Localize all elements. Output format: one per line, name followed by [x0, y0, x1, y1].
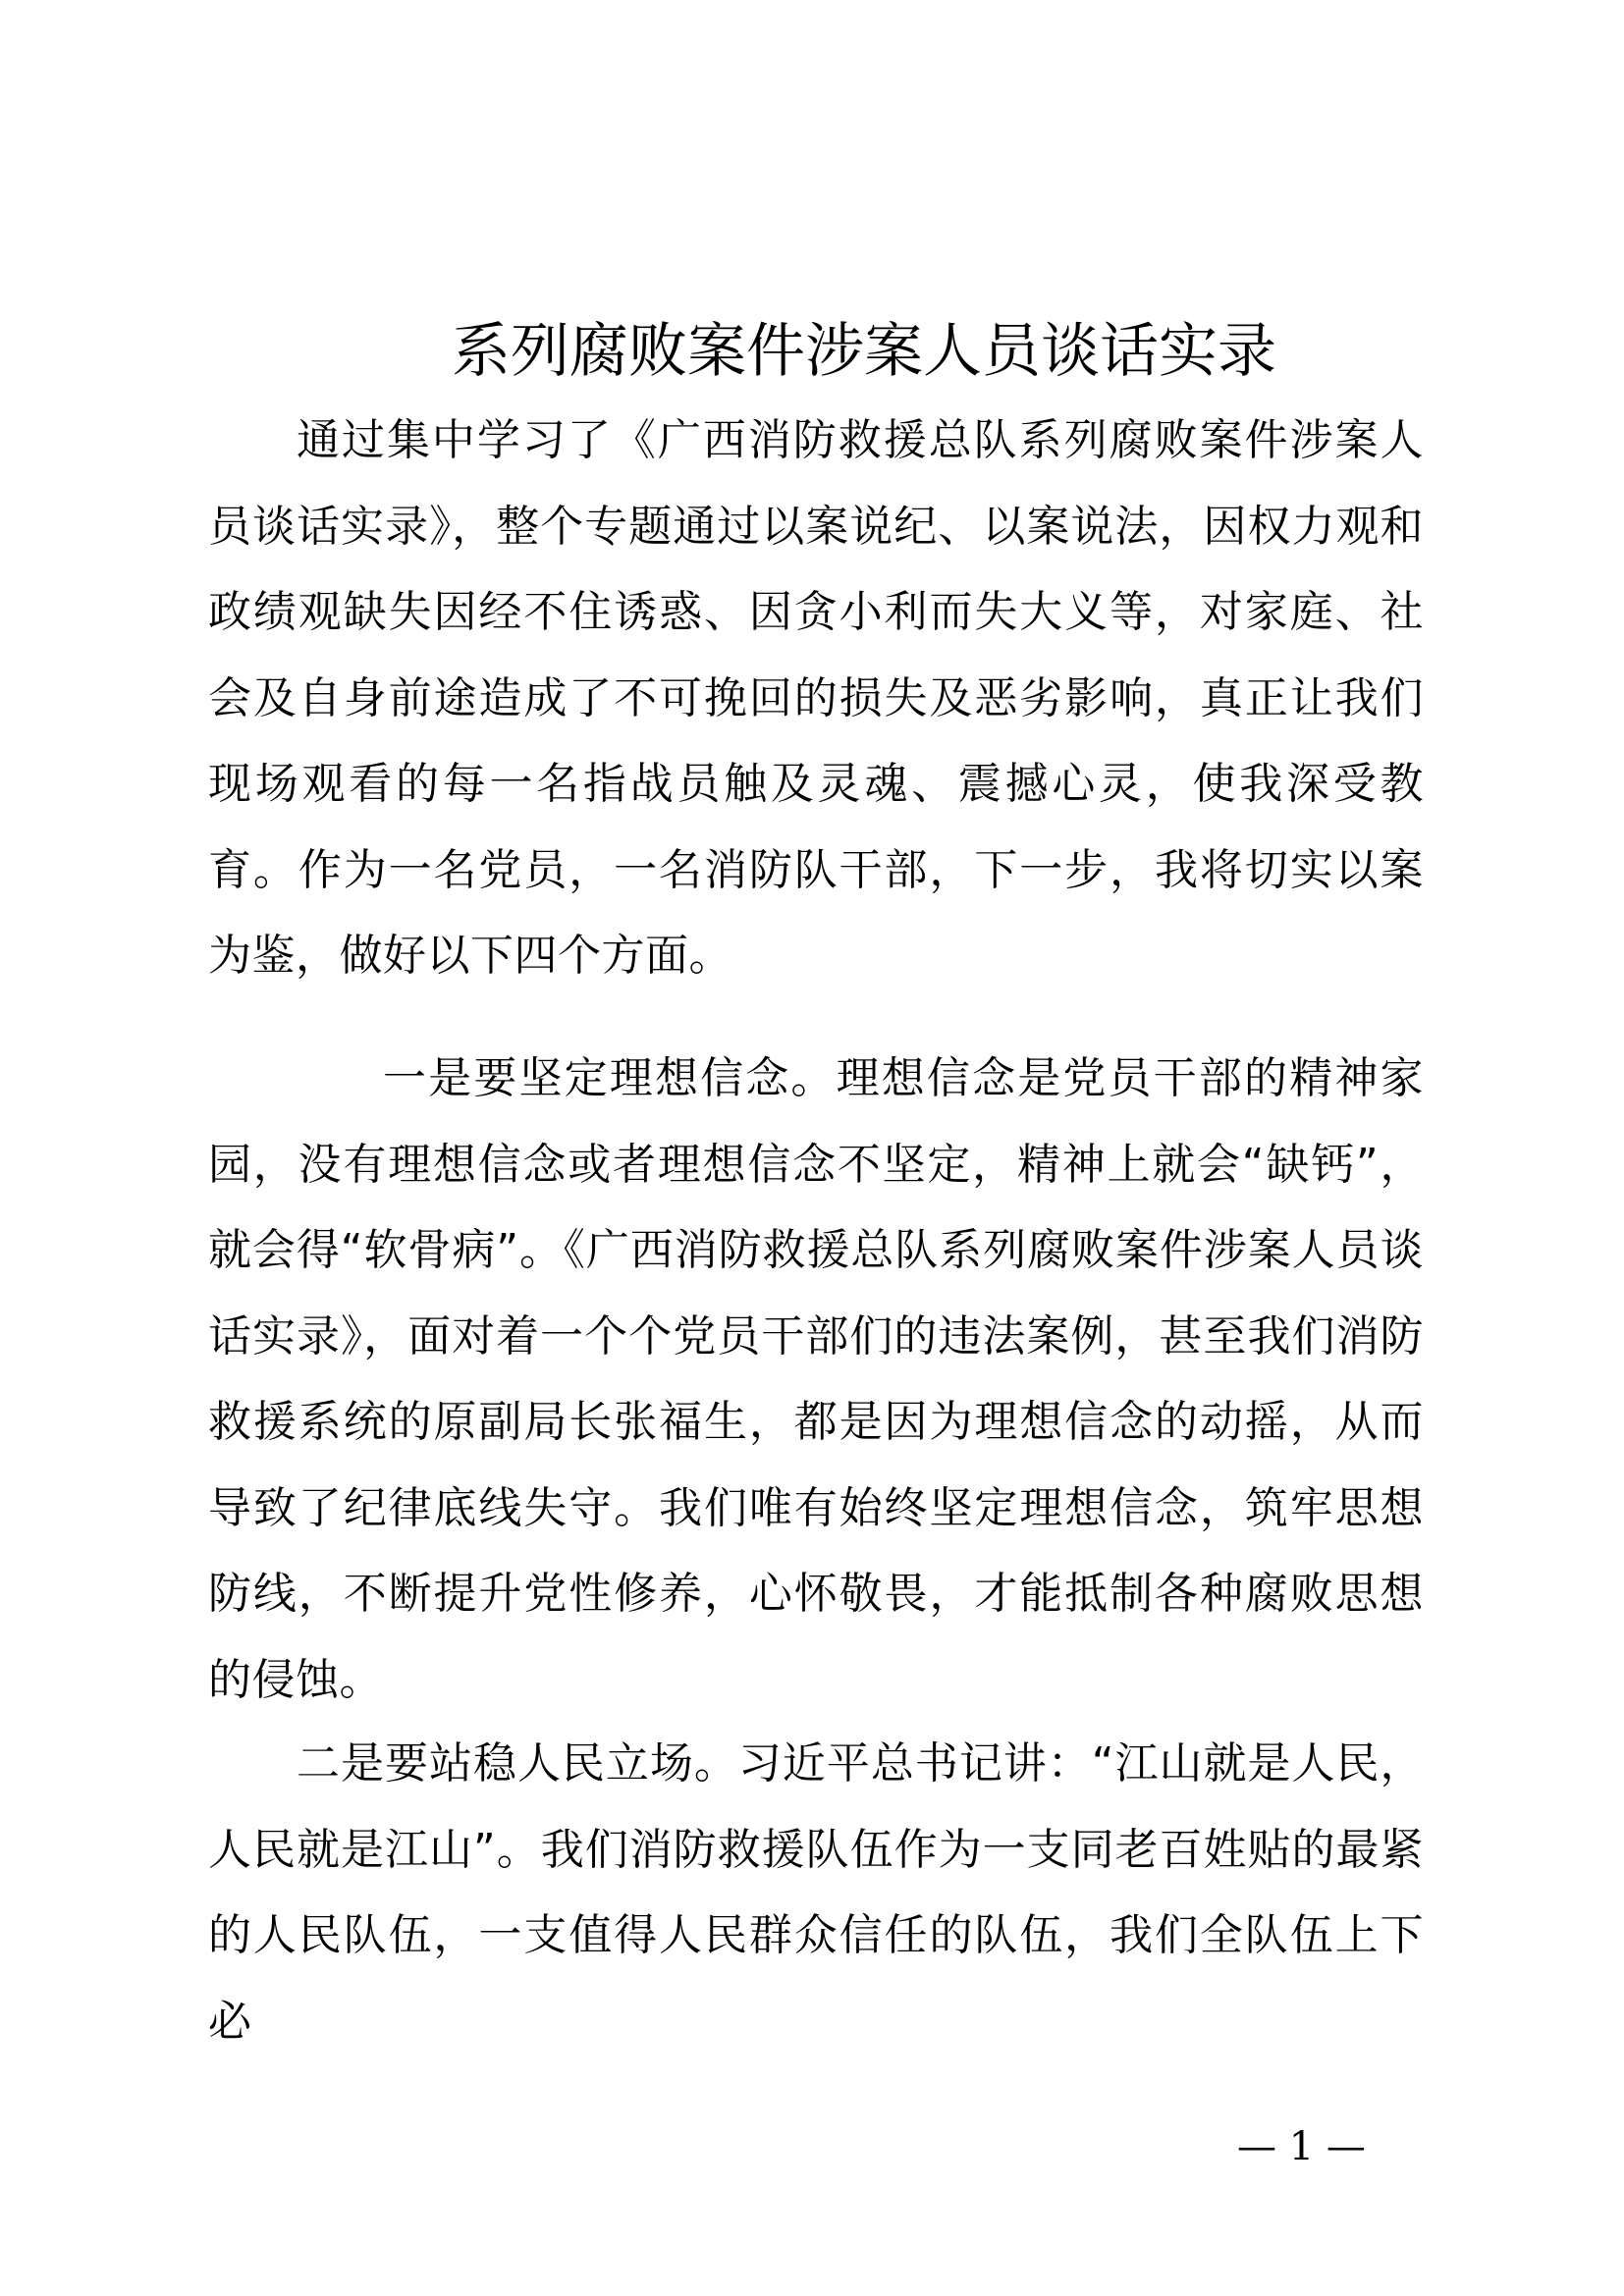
paragraph-intro: 通过集中学习了《广西消防救援总队系列腐败案件涉案人员谈话实录》，整个专题通过以案说纪、以案说法，因权力观和政绩观缺失因经不住诱惑、因贪小利而失大义等，对家庭、社会及自身前途造成了不可挽回的损失及恶劣影响，真正让我们现场观看的每一名指战员触及灵魂、震撼心灵，使我深受教育。作为一名党员，一名消防队干部，下一步，我将切实以案为鉴，做好以下四个方面。 — [208, 415, 1424, 981]
paragraph-point-one: 一是要坚定理想信念。理想信念是党员干部的精神家园，没有理想信念或者理想信念不坚定，精神上就会“缺钙”，就会得“软骨病”。《广西消防救援总队系列腐败案件涉案人员谈话实录》，面对着一个个党员干部们的违法案例，甚至我们消防救援系统的原副局长张福生，都是因为理想信念的动摇，从而导致了纪律底线失守。我们唯有始终坚定理想信念，筑牢思想防线，不断提升党性修养，心怀敬畏，才能抵制各种腐败思想的侵蚀。 — [208, 1053, 1424, 1705]
page-number: — 1 — — [1237, 2124, 1366, 2169]
document-title: 系列腐败案件涉案人员谈话实录 — [452, 317, 1276, 386]
paragraph-point-two: 二是要站稳人民立场。习近平总书记讲：“江山就是人民，人民就是江山”。我们消防救援队伍作为一支同老百姓贴的最紧的人民队伍，一支值得人民群众信任的队伍，我们全队伍上下必 — [208, 1738, 1424, 2047]
